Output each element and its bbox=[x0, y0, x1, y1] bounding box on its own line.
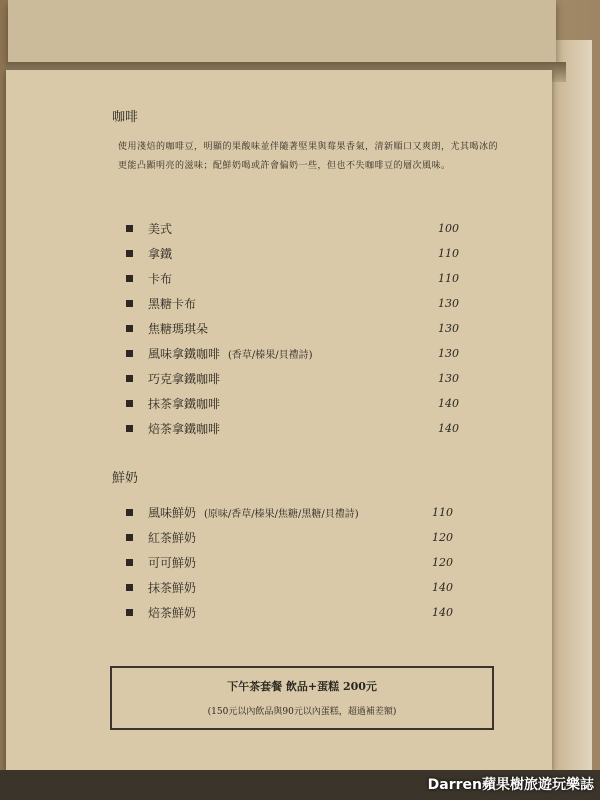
menu-item-price: 140 bbox=[438, 422, 459, 435]
bullet-icon bbox=[126, 509, 133, 516]
menu-item-name: 抹茶拿鐵咖啡 bbox=[148, 397, 221, 411]
bullet-icon bbox=[126, 534, 133, 541]
menu-item-name: 黑糖卡布 bbox=[148, 297, 197, 311]
menu-item bbox=[126, 395, 466, 415]
menu-item-price: 130 bbox=[438, 322, 459, 335]
menu-item-name: 美式 bbox=[148, 222, 173, 236]
menu-item bbox=[126, 529, 466, 549]
coffee-intro-text: 使用淺焙的咖啡豆，明顯的果酸味並伴隨著堅果與莓果香氣，清新順口又爽朗，尤其喝冰的更能凸顯明亮的滋味；配鮮奶喝或許會偏奶一些，但也不失咖啡豆的層次風味。 bbox=[118, 142, 499, 171]
menu-item bbox=[126, 245, 466, 265]
menu-item-name: 紅茶鮮奶 bbox=[148, 531, 197, 545]
menu-item-price: 130 bbox=[438, 347, 459, 360]
coffee-section-title: 咖啡 bbox=[112, 110, 139, 125]
menu-item-name: 可可鮮奶 bbox=[148, 556, 197, 570]
menu-item-name: 焙茶拿鐵咖啡 bbox=[148, 422, 221, 436]
menu-item-price: 140 bbox=[432, 606, 453, 619]
bullet-icon bbox=[126, 300, 133, 307]
menu-item-price: 140 bbox=[438, 397, 459, 410]
bullet-icon bbox=[126, 375, 133, 382]
watermark-text: Darren蘋果樹旅遊玩樂誌 bbox=[427, 777, 594, 793]
menu-item-name: 巧克拿鐵咖啡 bbox=[148, 372, 221, 386]
menu-item-price: 130 bbox=[438, 372, 459, 385]
menu-item bbox=[126, 504, 466, 524]
menu-item-price: 110 bbox=[438, 272, 459, 285]
menu-item bbox=[126, 420, 466, 440]
menu-item-name: 焦糖瑪琪朵 bbox=[148, 322, 209, 336]
menu-item-name: 拿鐵 bbox=[148, 247, 173, 261]
menu-item bbox=[126, 320, 466, 340]
menu-item-note: (原味/香草/榛果/焦糖/黑糖/貝禮詩) bbox=[204, 509, 359, 520]
folded-top-page bbox=[8, 0, 556, 62]
menu-item-name: 卡布 bbox=[148, 272, 173, 286]
bullet-icon bbox=[126, 425, 133, 432]
afternoon-tea-combo-box bbox=[110, 666, 494, 730]
menu-item bbox=[126, 554, 466, 574]
menu-item-price: 100 bbox=[438, 222, 459, 235]
bullet-icon bbox=[126, 275, 133, 282]
wood-edge bbox=[552, 40, 592, 780]
menu-item-name: 焙茶鮮奶 bbox=[148, 606, 197, 620]
menu-item-name bbox=[148, 345, 313, 362]
menu-item-price: 120 bbox=[432, 556, 453, 569]
menu-item bbox=[126, 579, 466, 599]
menu-item bbox=[126, 220, 466, 240]
menu-item-name: 抹茶鮮奶 bbox=[148, 581, 197, 595]
bullet-icon bbox=[126, 559, 133, 566]
menu-item bbox=[126, 370, 466, 390]
menu-item-name bbox=[148, 504, 359, 521]
menu-item-note: (香草/榛果/貝禮詩) bbox=[228, 350, 313, 361]
menu-item-label: 風味拿鐵咖啡 bbox=[148, 347, 221, 361]
menu-item-price: 110 bbox=[438, 247, 459, 260]
bullet-icon bbox=[126, 609, 133, 616]
combo-title: 下午茶套餐 飲品+蛋糕 200元 bbox=[227, 680, 377, 693]
menu-item bbox=[126, 345, 466, 365]
bullet-icon bbox=[126, 400, 133, 407]
menu-item-label: 風味鮮奶 bbox=[148, 506, 197, 520]
menu-item-price: 140 bbox=[432, 581, 453, 594]
bullet-icon bbox=[126, 250, 133, 257]
menu-item bbox=[126, 295, 466, 315]
menu-item-price: 120 bbox=[432, 531, 453, 544]
bullet-icon bbox=[126, 225, 133, 232]
menu-item-price: 110 bbox=[432, 506, 453, 519]
bullet-icon bbox=[126, 350, 133, 357]
combo-note: (150元以內飲品與90元以內蛋糕，超過補差額) bbox=[207, 707, 397, 717]
menu-item bbox=[126, 604, 466, 624]
milk-section-title: 鮮奶 bbox=[112, 471, 139, 486]
menu-item-price: 130 bbox=[438, 297, 459, 310]
bullet-icon bbox=[126, 584, 133, 591]
bullet-icon bbox=[126, 325, 133, 332]
menu-item bbox=[126, 270, 466, 290]
